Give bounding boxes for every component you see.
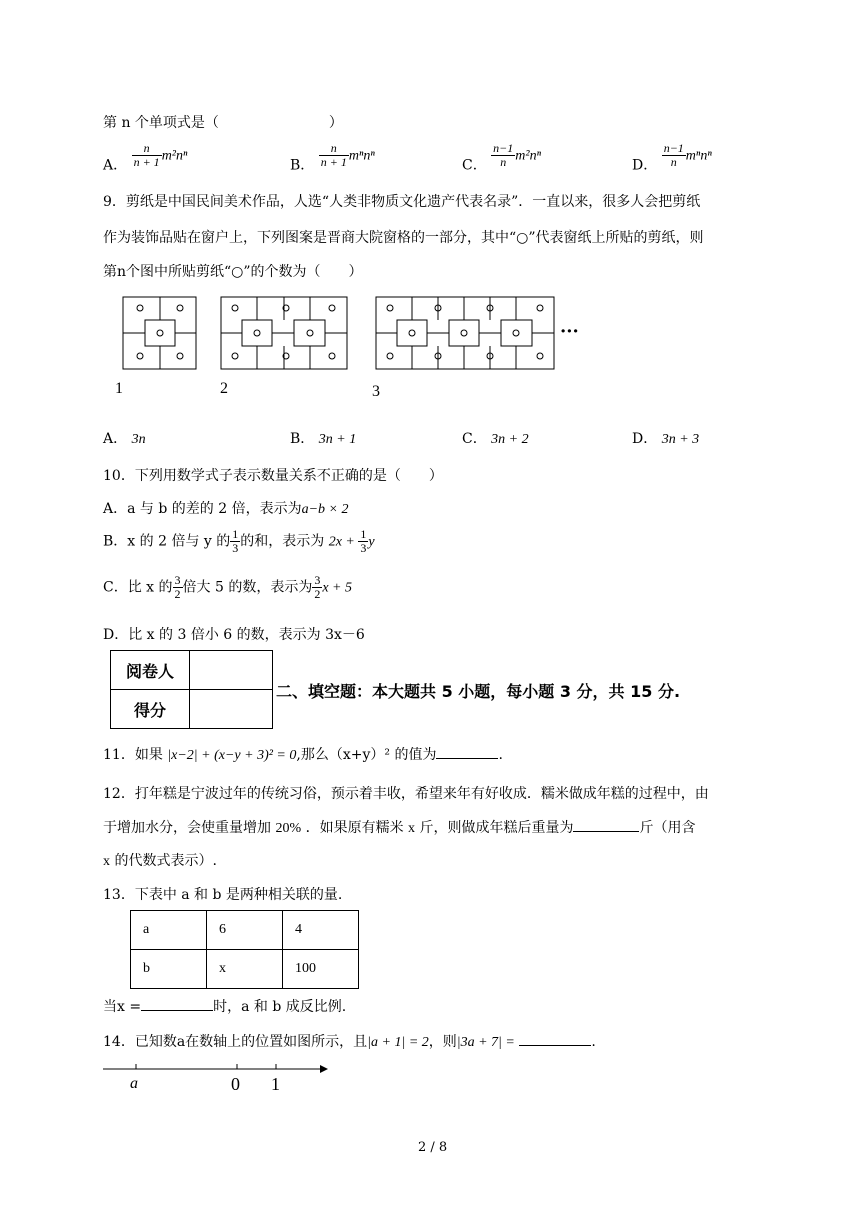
q8-option-d: D． $\frac{n-1}{n}$ mⁿnⁿ: [632, 141, 712, 174]
page-number: 2 / 8: [418, 1140, 448, 1155]
q13-stem: 13．下表中 a 和 b 是两种相关联的量.: [103, 887, 343, 903]
q10-option-c: C．比 x 的 $\frac{3}{2}$ 倍大 5 的数，表示为 $\frac{3}{2}$ x + 5: [103, 573, 352, 601]
table-cell: 4: [283, 911, 359, 950]
q10-option-a: A．a 与 b 的差的 2 倍，表示为a−b × 2: [103, 501, 349, 517]
q9-line2: 作为装饰品贴在窗户上，下列图案是晋商大院窗格的一部分，其中“○”代表窗纸上所贴的剪纸，则: [103, 230, 704, 246]
q10-option-b: B．x 的 2 倍与 y 的 $\frac{1}{3}$ 的和，表示为 2x + $\frac{1}{3}$ y: [103, 527, 375, 555]
figure-label-2: 2: [220, 380, 228, 397]
axis-label-zero: 0: [231, 1074, 240, 1094]
q9-line3: 第n个图中所贴剪纸“○”的个数为（ ）: [103, 264, 363, 280]
table-row: [131, 950, 359, 989]
q12-line3: x 的代数式表示）.: [103, 853, 217, 869]
q8-stem: 第 n 个单项式是（ ）: [103, 115, 343, 131]
q9-line1: 9．剪纸是中国民间美术作品，人选“人类非物质文化遗产代表名录”．一直以来，很多人会把剪纸: [103, 194, 701, 210]
q8-option-b: B． $\frac{n}{n + 1}$ mⁿnⁿ: [290, 141, 375, 174]
score-cell[interactable]: [190, 690, 273, 729]
figure-label-3: 3: [372, 383, 380, 400]
reviewer-cell[interactable]: [190, 651, 273, 690]
number-line: [100, 1058, 330, 1098]
figure-ellipsis: ···: [560, 321, 579, 342]
table-row: [131, 911, 359, 950]
score-label: 得分: [111, 690, 190, 729]
reviewer-label: 阅卷人: [111, 651, 190, 690]
q9-option-b: B． 3n + 1: [290, 431, 357, 447]
q12-answer-blank[interactable]: [573, 817, 639, 832]
table-cell: a: [131, 911, 207, 950]
axis-label-one: 1: [271, 1074, 280, 1094]
q9-option-a: A． 3n: [103, 431, 146, 447]
q10-option-d: D．比 x 的 3 倍小 6 的数，表示为 3x－6: [103, 627, 365, 643]
q9-option-c: C． 3n + 2: [462, 431, 529, 447]
q13-answer: 当x = 时，a 和 b 成反比例.: [103, 996, 346, 1016]
q10-stem: 10．下列用数学式子表示数量关系不正确的是（ ）: [103, 468, 443, 484]
axis-label-a: a: [130, 1075, 138, 1092]
q8-option-a: A． $\frac{n}{n + 1}$ m²nⁿ: [103, 141, 188, 174]
score-table: [110, 650, 273, 729]
section-2-title: 二、填空题：本大题共 5 小题，每小题 3 分，共 15 分.: [276, 682, 681, 701]
table-cell: b: [131, 950, 207, 989]
ab-table: [130, 910, 359, 989]
table-cell: x: [207, 950, 283, 989]
q12-line2: 于增加水分，会使重量增加 20% ．如果原有糯米 x 斤，则做成年糕后重量为 斤（用含: [103, 817, 695, 837]
table-cell: 100: [283, 950, 359, 989]
q13-answer-blank[interactable]: [141, 996, 213, 1011]
q14-answer-blank[interactable]: [519, 1031, 591, 1046]
q11-answer-blank[interactable]: [436, 744, 498, 759]
table-cell: 6: [207, 911, 283, 950]
q14-stem: 14．已知数a在数轴上的位置如图所示，且|a + 1| = 2，则|3a + 7| = .: [103, 1031, 596, 1051]
window-pattern-figures: [120, 296, 600, 371]
q12-line1: 12．打年糕是宁波过年的传统习俗，预示着丰收，希望来年有好收成．糯米做成年糕的过程中，由: [103, 786, 709, 802]
q11: 11．如果 |x−2| + (x−y + 3)² = 0,那么（x+y）² 的值为 .: [103, 744, 503, 764]
figure-label-1: 1: [115, 380, 123, 397]
q8-option-c: C． $\frac{n-1}{n}$ m²nⁿ: [462, 141, 541, 174]
q9-option-d: D． 3n + 3: [632, 431, 700, 447]
